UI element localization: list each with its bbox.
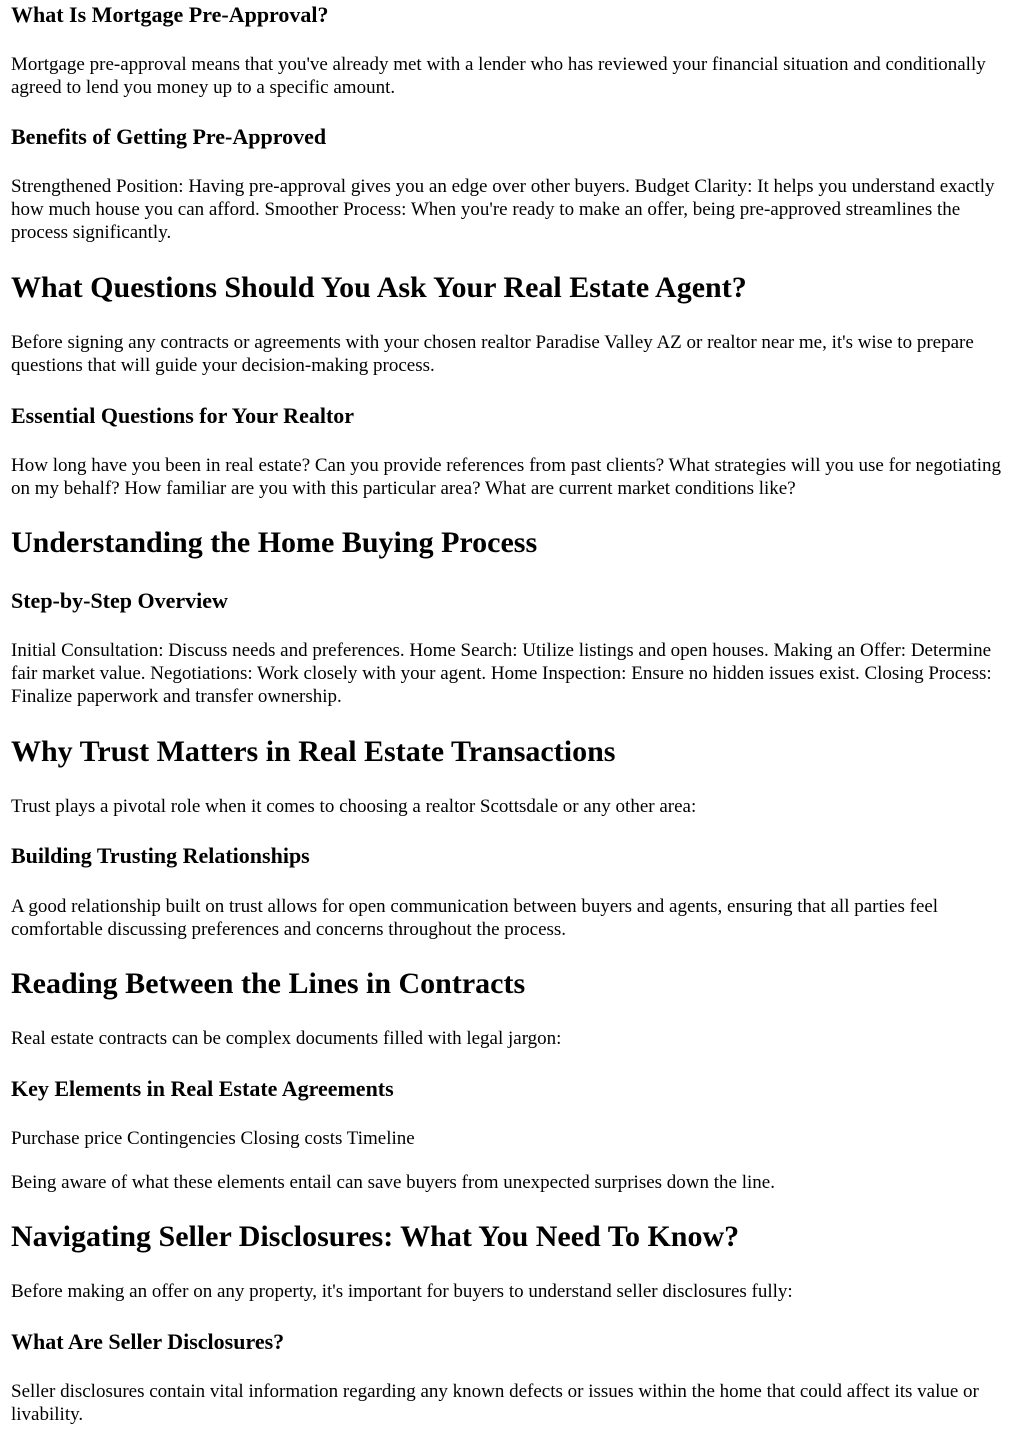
section-heading-essential-questions: Essential Questions for Your Realtor bbox=[11, 403, 355, 428]
heading-questions-for-agent: What Questions Should You Ask Your Real Estate Agent? bbox=[11, 271, 747, 304]
paragraph-essential-questions: How long have you been in real estate? Can you provide references from past clients? What strategies will you use for negotiating on my behalf? How familiar are you with this particular area? What are current market conditions like? bbox=[11, 455, 1001, 499]
heading-why-trust-matters: Why Trust Matters in Real Estate Transactions bbox=[11, 735, 616, 768]
heading-home-buying-process: Understanding the Home Buying Process bbox=[11, 526, 538, 559]
paragraph-step-by-step: Initial Consultation: Discuss needs and preferences. Home Search: Utilize listings and open houses. Making an Offer: Determine fair market value. Negotiations: Work closely with your agent. Home Inspection: Ensure no hidden issues exist. Closing Process: Finalize paperwork and transfer ownership. bbox=[11, 640, 992, 707]
section-heading-what-are-disclosures: What Are Seller Disclosures? bbox=[11, 1329, 285, 1354]
paragraph-questions-for-agent: Before signing any contracts or agreements with your chosen realtor Paradise Valley AZ or realtor near me, it's wise to prepare questions that will guide your decision-making process. bbox=[11, 332, 974, 376]
heading-seller-disclosures: Navigating Seller Disclosures: What You Need To Know? bbox=[11, 1220, 740, 1253]
paragraph-mortgage-pre-approval: Mortgage pre-approval means that you've already met with a lender who has reviewed your financial situation and conditionally agreed to lend you money up to a specific amount. bbox=[11, 54, 986, 98]
paragraph-reading-contracts: Real estate contracts can be complex documents filled with legal jargon: bbox=[11, 1028, 562, 1049]
section-heading-mortgage-pre-approval: What Is Mortgage Pre-Approval? bbox=[11, 2, 329, 27]
paragraph-key-elements-note: Being aware of what these elements entail can save buyers from unexpected surprises down the line. bbox=[11, 1172, 775, 1193]
paragraph-seller-disclosures: Before making an offer on any property, it's important for buyers to understand seller disclosures fully: bbox=[11, 1281, 793, 1302]
section-heading-trusting-relationships: Building Trusting Relationships bbox=[11, 843, 310, 868]
paragraph-what-are-disclosures: Seller disclosures contain vital information regarding any known defects or issues within the home that could affect its value or livability. bbox=[11, 1381, 979, 1425]
heading-reading-contracts: Reading Between the Lines in Contracts bbox=[11, 967, 526, 1000]
paragraph-why-trust-matters: Trust plays a pivotal role when it comes to choosing a realtor Scottsdale or any other area: bbox=[11, 796, 697, 817]
section-heading-key-elements: Key Elements in Real Estate Agreements bbox=[11, 1076, 394, 1101]
paragraph-trusting-relationships: A good relationship built on trust allows for open communication between buyers and agents, ensuring that all parties feel comfortable discussing preferences and concerns throughout the process. bbox=[11, 896, 939, 940]
paragraph-benefits-pre-approved: Strengthened Position: Having pre-approval gives you an edge over other buyers. Budget Clarity: It helps you understand exactly how much house you can afford. Smoother Process: When you're ready to make an offer, being pre-approved streamlines the process significantly. bbox=[11, 176, 995, 243]
paragraph-key-elements-list: Purchase price Contingencies Closing costs Timeline bbox=[11, 1128, 415, 1149]
section-heading-step-by-step: Step-by-Step Overview bbox=[11, 588, 228, 613]
section-heading-benefits-pre-approved: Benefits of Getting Pre-Approved bbox=[11, 124, 327, 149]
